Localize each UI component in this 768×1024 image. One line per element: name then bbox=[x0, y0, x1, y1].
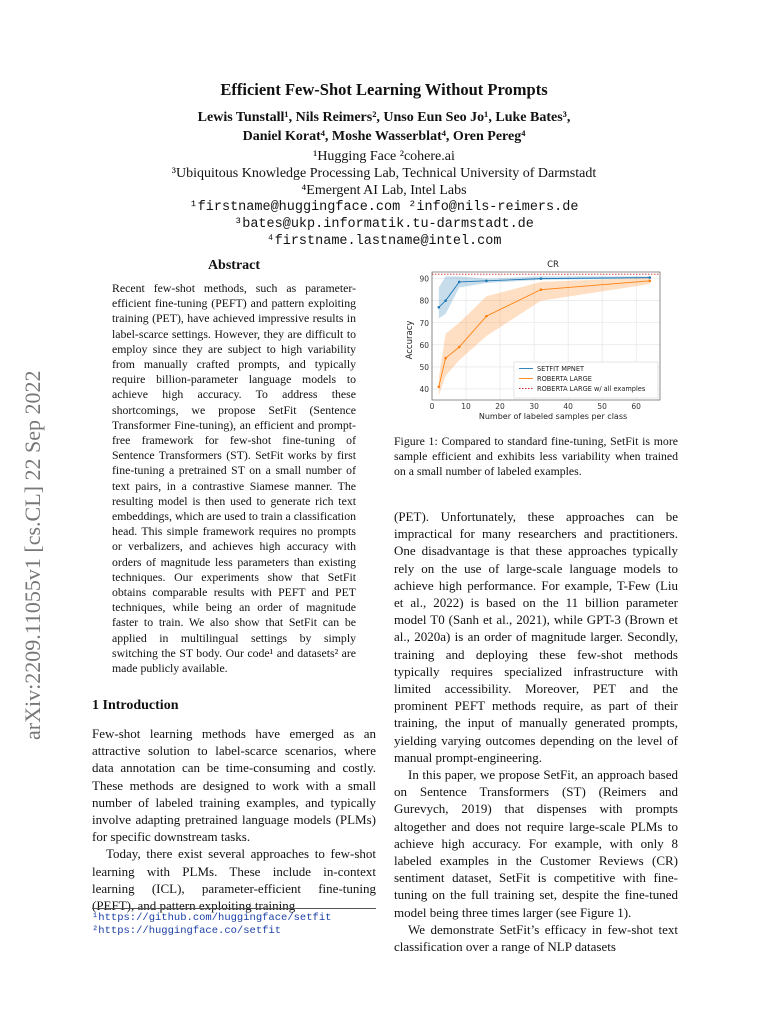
paper-title: Efficient Few-Shot Learning Without Prompts bbox=[220, 80, 548, 99]
chart-x-tick-label: 10 bbox=[461, 402, 471, 411]
chart-x-tick-label: 0 bbox=[429, 402, 435, 411]
chart-legend-entry: ROBERTA LARGE w/ all examples bbox=[537, 385, 646, 393]
affiliation-1: ¹Hugging Face ²cohere.ai bbox=[313, 149, 455, 164]
figure-1-caption: Figure 1: Compared to standard fine-tuning, SetFit is more sample efficient and exhibits less variability when trained on a small number of labeled examples. bbox=[394, 434, 678, 479]
chart-y-tick-label: 70 bbox=[419, 318, 429, 328]
authors-line-1: Lewis Tunstall¹, Nils Reimers², Unso Eun Seo Jo¹, Luke Bates³, bbox=[197, 110, 571, 125]
footnote-1-link[interactable]: ¹https://github.com/huggingface/setfit bbox=[92, 912, 332, 924]
chart-x-tick-label: 50 bbox=[597, 402, 607, 411]
chart-data-point bbox=[438, 385, 441, 388]
right-paragraph-3: We demonstrate SetFit’s efficacy in few-shot text classification over a range of NLP datasets bbox=[394, 921, 678, 955]
emails bbox=[0, 199, 768, 250]
intro-paragraph-2: Today, there exist several approaches to few-shot learning with PLMs. These include in-context learning (ICL), parameter-efficient fine-tuning (PEFT), and pattern exploiting training bbox=[92, 846, 376, 914]
chart-x-tick-label: 40 bbox=[563, 402, 573, 411]
intro-paragraph-1: Few-shot learning methods have emerged as an attractive solution to label-scarce scenarios, where data annotation can be time-consuming and costly. These methods are designed to work with a small number of labeled training examples, and typically involve adapting pretrained language models (PLMs) for specific downstream tasks. bbox=[92, 726, 376, 845]
chart-y-axis-label: Accuracy bbox=[405, 320, 415, 360]
authors-line-2: Daniel Korat⁴, Moshe Wasserblat⁴, Oren Pereg⁴ bbox=[242, 129, 526, 144]
chart-data-point bbox=[458, 346, 461, 349]
chart-y-tick-label: 40 bbox=[419, 384, 429, 394]
chart-data-point bbox=[648, 276, 651, 279]
chart-x-tick-label: 60 bbox=[631, 402, 641, 411]
abstract-text: Recent few-shot methods, such as parameter-efficient fine-tuning (PEFT) and pattern exploiting training (PET), have achieved impressive results in label-scarce settings. However, they are difficult to employ since they are subject to high variability from manually crafted prompts, and typically require billion-parameter language models to achieve high accuracy. To address these shortcomings, we propose SetFit (Sentence Transformer Fine-tuning), an efficient and prompt-free framework for few-shot fine-tuning of Sentence Transformers (ST). SetFit works by first fine-tuning a pretrained ST on a small number of text pairs, in a contrastive Siamese manner. The resulting model is then used to generate rich text embeddings, which are used to train a classification head. This simple framework requires no prompts or verbalizers, and achieves high accuracy with orders of magnitude less parameters than existing techniques. Our experiments show that SetFit obtains comparable results with PEFT and PET techniques, while being an order of magnitude faster to train. We also show that SetFit can be applied in multilingual settings by simply switching the ST body. Our code¹ and datasets² are made publicly available. bbox=[112, 281, 356, 676]
chart-legend-entry: ROBERTA LARGE bbox=[537, 375, 592, 383]
chart-title: CR bbox=[547, 260, 559, 270]
chart-y-tick-label: 90 bbox=[419, 274, 429, 284]
chart-x-tick-label: 30 bbox=[529, 402, 539, 411]
chart-data-point bbox=[485, 280, 488, 283]
chart-data-point bbox=[648, 280, 651, 283]
chart-x-axis-label: Number of labeled samples per class bbox=[478, 412, 628, 421]
introduction-body bbox=[92, 725, 376, 914]
email-line-2: ³bates@ukp.informatik.tu-darmstadt.de bbox=[234, 217, 534, 232]
author-list bbox=[0, 108, 768, 146]
section-heading-introduction: 1 Introduction bbox=[92, 698, 179, 713]
right-paragraph-1: (PET). Unfortunately, these approaches can be impractical for many researchers and practitioners. One disadvantage is that these approaches typically rely on the use of large-scale language models to achieve high performance. For example, T-Few (Liu et al., 2022) is based on the 11 billion parameter model T0 (Sanh et al., 2021), while GPT-3 (Brown et al., 2020a) is an order of magnitude larger. Secondly, training and deploying these few-shot methods typically requires specialized infrastructure with limited accessibility. Moreover, PET and the prominent PEFT methods require, as part of their training, the input of manually generated prompts, yielding varying outcomes depending on the level of manual prompt-engineering. bbox=[394, 509, 678, 765]
chart-data-point bbox=[444, 299, 447, 302]
chart-legend bbox=[514, 362, 658, 398]
affiliation-3: ⁴Emergent AI Lab, Intel Labs bbox=[301, 183, 467, 198]
arxiv-identifier: arXiv:2209.11055v1 [cs.CL] 22 Sep 2022 bbox=[20, 370, 45, 740]
right-paragraph-2: In this paper, we propose SetFit, an approach based on Sentence Transformers (ST) (Reimers and Gurevych, 2019) that dispenses with prompts altogether and does not require large-scale PLMs to achieve high accuracy. For example, with only 8 labeled examples in the Customer Reviews (CR) sentiment dataset, SetFit is competitive with fine-tuning on the full training set, despite the fine-tuned model being three times larger (see Figure 1). bbox=[394, 767, 678, 920]
email-line-3: ⁴firstname.lastname@intel.com bbox=[266, 234, 502, 249]
chart-x-tick-label: 20 bbox=[495, 402, 505, 411]
abstract-heading: Abstract bbox=[207, 258, 261, 273]
title-block bbox=[0, 80, 768, 250]
chart-data-point bbox=[444, 357, 447, 360]
chart-y-tick-label: 80 bbox=[419, 296, 429, 306]
chart-y-tick-label: 60 bbox=[419, 340, 429, 350]
email-line-1: ¹firstname@huggingface.com ²info@nils-reimers.de bbox=[189, 200, 579, 215]
right-column-body bbox=[394, 508, 678, 955]
affiliation-2: ³Ubiquitous Knowledge Processing Lab, Technical University of Darmstadt bbox=[171, 166, 597, 181]
chart-y-tick-label: 50 bbox=[419, 362, 429, 372]
chart-data-point bbox=[540, 277, 543, 280]
chart-legend-entry: SETFIT MPNET bbox=[537, 365, 585, 373]
chart-data-point bbox=[438, 306, 441, 309]
affiliations bbox=[0, 148, 768, 199]
chart-data-point bbox=[485, 315, 488, 318]
footnotes bbox=[92, 908, 376, 938]
chart-data-point bbox=[458, 281, 461, 284]
chart-data-point bbox=[540, 288, 543, 291]
footnote-2-link[interactable]: ²https://huggingface.co/setfit bbox=[92, 925, 282, 937]
figure-1-chart bbox=[394, 256, 678, 424]
